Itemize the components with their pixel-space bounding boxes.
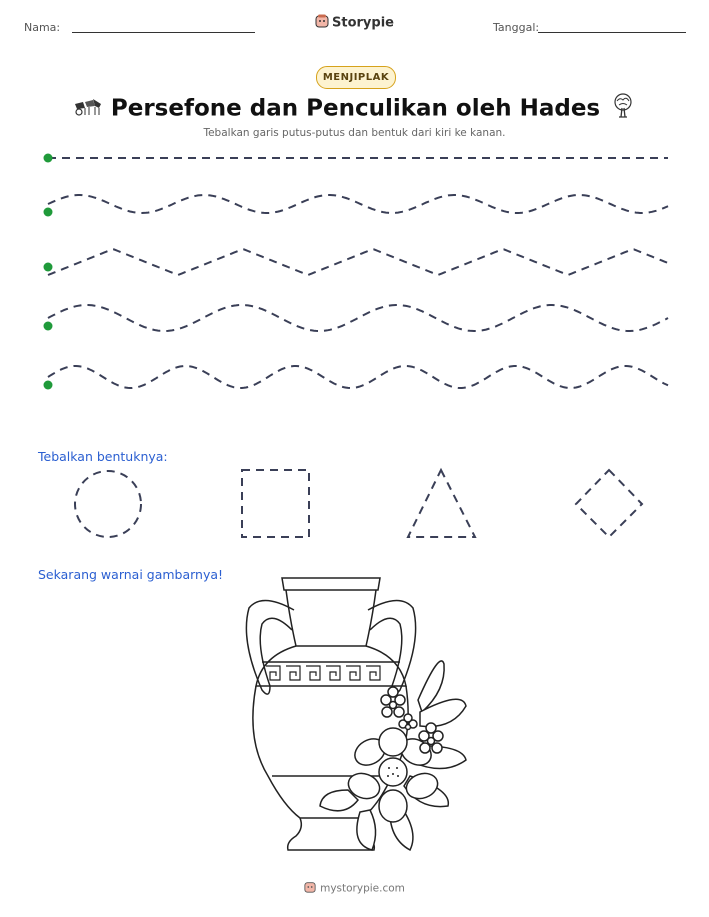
trace-diamond[interactable]	[576, 470, 642, 537]
trace-line-2[interactable]	[48, 195, 668, 213]
footer	[0, 881, 709, 896]
trace-triangle[interactable]	[408, 470, 475, 537]
instructions: Tebalkan garis putus-putus dan bentuk dari kiri ke kanan.	[203, 127, 506, 139]
trace-circle[interactable]	[75, 471, 141, 537]
start-dot-1	[44, 154, 53, 163]
vase-coloring-image[interactable]	[246, 578, 466, 850]
start-dot-5	[44, 381, 53, 390]
date-label: Tanggal:	[493, 21, 540, 34]
coloring-label: Sekarang warnai gambarnya!	[38, 567, 224, 582]
start-dot-3	[44, 263, 53, 272]
shapes-label: Tebalkan bentuknya:	[38, 449, 168, 464]
start-dot-4	[44, 322, 53, 331]
name-label: Nama:	[24, 21, 61, 34]
title-text: Persefone dan Penculikan oleh Hades	[110, 95, 601, 122]
activity-badge: MENJIPLAK	[316, 66, 396, 89]
footer-url: mystorypie.com	[320, 882, 405, 895]
storypie-logo-icon	[304, 881, 316, 896]
trace-line-4[interactable]	[48, 305, 668, 331]
start-dot-2	[44, 208, 53, 217]
brand-name: Storypie	[332, 15, 394, 31]
trace-line-5[interactable]	[48, 366, 668, 388]
trace-square[interactable]	[242, 470, 309, 537]
trace-line-3[interactable]	[48, 249, 668, 275]
